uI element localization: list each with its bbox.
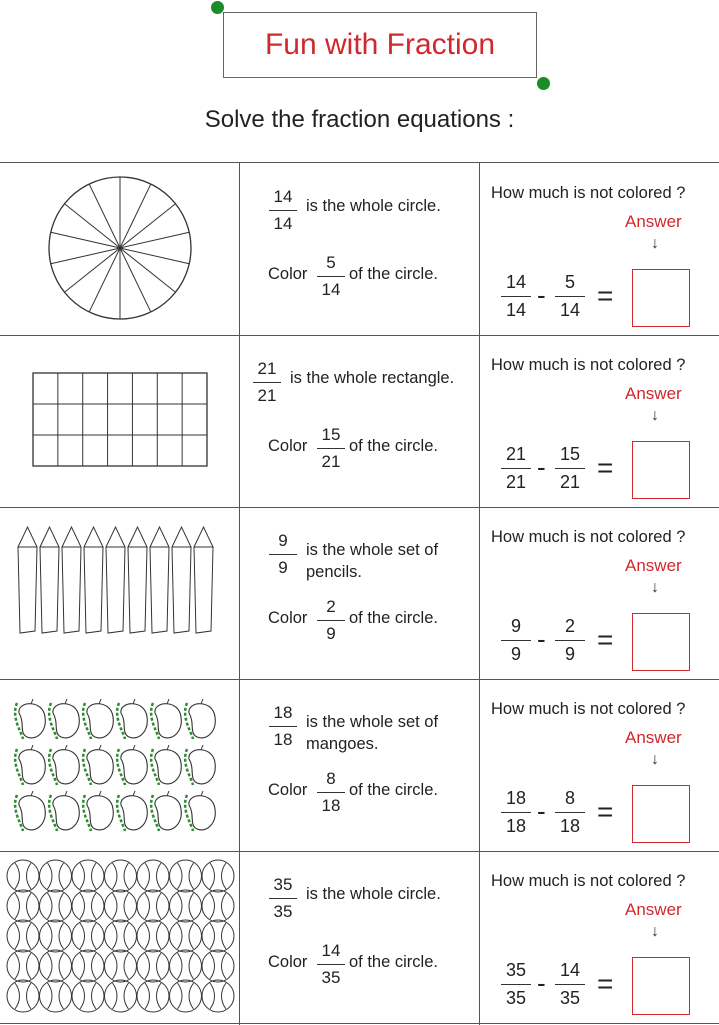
mango — [49, 699, 79, 739]
ball — [72, 860, 104, 892]
answer-box[interactable] — [632, 269, 690, 327]
ball — [170, 920, 202, 952]
rectangle-grid-21-cells-picture — [1, 335, 239, 505]
minus-sign: - — [537, 796, 546, 826]
whole-fraction — [267, 703, 299, 750]
mango — [185, 745, 215, 785]
equation-first-fraction-numerator: 18 — [505, 788, 527, 808]
ball — [7, 860, 39, 892]
mango — [151, 791, 181, 831]
whole-fraction-denominator: 9 — [278, 558, 288, 577]
color-label: Color — [268, 265, 308, 283]
question: How much is not colored ? — [491, 700, 686, 718]
color-description: of the circle. — [349, 953, 438, 971]
down-arrow-icon: ↓ — [651, 407, 659, 424]
equation-first-fraction-bar — [501, 468, 531, 469]
ball — [40, 860, 72, 892]
whole-fraction-numerator: 21 — [257, 359, 277, 378]
color-fraction — [315, 941, 347, 988]
whole-fraction-bar — [269, 898, 297, 899]
pencil — [194, 527, 213, 633]
ball — [72, 980, 104, 1012]
mango — [151, 745, 181, 785]
pencil — [40, 527, 59, 633]
pencil — [18, 527, 37, 633]
mango — [49, 745, 79, 785]
whole-description-line2: pencils. — [306, 563, 362, 581]
equation-second-fraction-denominator: 18 — [559, 816, 581, 836]
instructions: Solve the fraction equations : — [204, 106, 515, 133]
mango — [117, 791, 147, 831]
equation-first-fraction — [499, 788, 533, 837]
equation-second-fraction — [553, 444, 587, 493]
ball — [105, 860, 137, 892]
equation-first-fraction-numerator: 21 — [505, 444, 527, 464]
table-row — [0, 851, 719, 1024]
answer-box[interactable] — [632, 441, 690, 499]
mango — [83, 699, 113, 739]
mango — [185, 699, 215, 739]
answer-label: Answer — [625, 384, 682, 403]
title-box — [223, 12, 537, 78]
question: How much is not colored ? — [491, 184, 686, 202]
equation-first-fraction-bar — [501, 640, 531, 641]
ball — [202, 920, 234, 952]
ball — [7, 920, 39, 952]
equation-first-fraction-denominator: 35 — [505, 988, 527, 1008]
color-fraction — [315, 253, 347, 300]
whole-description: is the whole circle. — [306, 197, 441, 215]
equation-second-fraction — [553, 616, 587, 665]
mango — [83, 791, 113, 831]
color-label: Color — [268, 781, 308, 799]
whole-fraction — [267, 187, 299, 234]
ball — [202, 890, 234, 922]
equation-first-fraction-numerator: 9 — [510, 616, 521, 636]
color-description: of the circle. — [349, 265, 438, 283]
color-fraction — [315, 597, 347, 644]
title-dot-top-left — [211, 1, 224, 14]
nine-pencils-picture — [1, 507, 239, 677]
pie-circle-14-slices-picture — [1, 163, 239, 333]
answer-label: Answer — [625, 900, 682, 919]
down-arrow-icon: ↓ — [651, 923, 659, 940]
color-fraction-numerator: 14 — [321, 941, 341, 960]
equation-second-fraction-bar — [555, 296, 585, 297]
grid-outline — [33, 373, 207, 466]
eighteen-mangoes-picture — [1, 679, 239, 849]
pencil — [150, 527, 169, 633]
equation-first-fraction — [499, 616, 533, 665]
ball — [40, 950, 72, 982]
equation-first-fraction — [499, 444, 533, 493]
whole-fraction — [267, 531, 299, 578]
mango — [15, 699, 45, 739]
mango — [151, 699, 181, 739]
ball — [202, 860, 234, 892]
color-fraction-denominator: 14 — [321, 280, 341, 299]
color-fraction-numerator: 2 — [326, 597, 336, 616]
mango — [49, 791, 79, 831]
color-label: Color — [268, 953, 308, 971]
ball — [72, 950, 104, 982]
color-fraction-numerator: 15 — [321, 425, 341, 444]
equation-second-fraction-numerator: 5 — [564, 272, 575, 292]
ball — [7, 980, 39, 1012]
mango — [15, 745, 45, 785]
whole-fraction-bar — [269, 554, 297, 555]
whole-fraction-bar — [253, 382, 281, 383]
page-title: Fun with Fraction — [264, 28, 496, 61]
question: How much is not colored ? — [491, 872, 686, 890]
whole-fraction-numerator: 9 — [278, 531, 288, 550]
mango — [117, 745, 147, 785]
whole-fraction-numerator: 14 — [273, 187, 293, 206]
equation-second-fraction-bar — [555, 640, 585, 641]
color-description: of the circle. — [349, 437, 438, 455]
ball — [202, 950, 234, 982]
equation-second-fraction-numerator: 15 — [559, 444, 581, 464]
equation-second-fraction-denominator: 35 — [559, 988, 581, 1008]
answer-label: Answer — [625, 212, 682, 231]
equation-first-fraction-bar — [501, 296, 531, 297]
ball — [137, 890, 169, 922]
equals-sign: = — [597, 452, 614, 483]
pencil — [128, 527, 147, 633]
whole-fraction — [251, 359, 283, 406]
equation-first-fraction-numerator: 14 — [505, 272, 527, 292]
ball — [170, 890, 202, 922]
ball — [40, 980, 72, 1012]
mango — [185, 791, 215, 831]
ball — [7, 950, 39, 982]
down-arrow-icon: ↓ — [651, 235, 659, 252]
mango — [83, 745, 113, 785]
equation-second-fraction-numerator: 14 — [559, 960, 581, 980]
minus-sign: - — [537, 968, 546, 998]
equation-first-fraction-bar — [501, 812, 531, 813]
table-row — [0, 507, 719, 680]
answer-label: Answer — [625, 728, 682, 747]
ball — [105, 920, 137, 952]
equation-second-fraction-bar — [555, 812, 585, 813]
color-description: of the circle. — [349, 609, 438, 627]
equals-sign: = — [597, 796, 614, 827]
pencil — [84, 527, 103, 633]
ball — [40, 890, 72, 922]
ball — [72, 890, 104, 922]
whole-fraction-numerator: 35 — [273, 875, 293, 894]
whole-description: is the whole rectangle. — [290, 369, 455, 387]
equation-second-fraction — [553, 788, 587, 837]
down-arrow-icon: ↓ — [651, 579, 659, 596]
whole-fraction-bar — [269, 210, 297, 211]
mango — [117, 699, 147, 739]
whole-fraction-denominator: 21 — [257, 386, 277, 405]
color-label: Color — [268, 609, 308, 627]
color-fraction-numerator: 5 — [326, 253, 336, 272]
ball — [202, 980, 234, 1012]
color-fraction-bar — [317, 276, 345, 277]
whole-fraction-denominator: 14 — [273, 214, 293, 233]
color-fraction — [315, 769, 347, 816]
color-description: of the circle. — [349, 781, 438, 799]
table-row — [0, 163, 719, 336]
equation-second-fraction-denominator: 14 — [559, 300, 581, 320]
ball — [137, 920, 169, 952]
down-arrow-icon: ↓ — [651, 751, 659, 768]
question: How much is not colored ? — [491, 356, 686, 374]
table-row — [0, 679, 719, 852]
equation-first-fraction-denominator: 9 — [510, 644, 521, 664]
color-fraction — [315, 425, 347, 472]
equals-sign: = — [597, 280, 614, 311]
equation-first-fraction-denominator: 14 — [505, 300, 527, 320]
equation-second-fraction-denominator: 21 — [559, 472, 581, 492]
ball — [137, 860, 169, 892]
color-fraction-bar — [317, 448, 345, 449]
equation-second-fraction-bar — [555, 984, 585, 985]
color-fraction-bar — [317, 792, 345, 793]
answer-box[interactable] — [632, 613, 690, 671]
pencil — [172, 527, 191, 633]
answer-box[interactable] — [632, 785, 690, 843]
equation-second-fraction-numerator: 2 — [564, 616, 575, 636]
minus-sign: - — [537, 452, 546, 482]
ball — [137, 950, 169, 982]
whole-fraction — [267, 875, 299, 922]
whole-fraction-denominator: 35 — [273, 902, 293, 921]
equation-first-fraction — [499, 272, 533, 321]
equation-first-fraction-denominator: 21 — [505, 472, 527, 492]
minus-sign: - — [537, 624, 546, 654]
color-label: Color — [268, 437, 308, 455]
equation-first-fraction-bar — [501, 984, 531, 985]
equation-first-fraction-numerator: 35 — [505, 960, 527, 980]
color-fraction-bar — [317, 964, 345, 965]
color-fraction-numerator: 8 — [326, 769, 336, 788]
mango — [15, 791, 45, 831]
whole-description: is the whole set of — [306, 713, 439, 731]
answer-box[interactable] — [632, 957, 690, 1015]
equation-second-fraction — [553, 960, 587, 1009]
question: How much is not colored ? — [491, 528, 686, 546]
table-row — [0, 335, 719, 508]
minus-sign: - — [537, 280, 546, 310]
whole-fraction-bar — [269, 726, 297, 727]
thirty-five-balls-picture — [1, 851, 239, 1021]
equation-first-fraction — [499, 960, 533, 1009]
ball — [72, 920, 104, 952]
equation-second-fraction-numerator: 8 — [564, 788, 575, 808]
whole-fraction-denominator: 18 — [273, 730, 293, 749]
color-fraction-denominator: 35 — [321, 968, 341, 987]
title-dot-bottom-right — [537, 77, 550, 90]
equals-sign: = — [597, 968, 614, 999]
whole-description-line2: mangoes. — [306, 735, 379, 753]
whole-fraction-numerator: 18 — [273, 703, 293, 722]
color-fraction-denominator: 18 — [321, 796, 341, 815]
ball — [137, 980, 169, 1012]
equation-second-fraction-bar — [555, 468, 585, 469]
ball — [170, 950, 202, 982]
worksheet-table — [0, 162, 719, 1025]
color-fraction-denominator: 21 — [321, 452, 341, 471]
ball — [7, 890, 39, 922]
whole-description: is the whole set of — [306, 541, 439, 559]
answer-label: Answer — [625, 556, 682, 575]
color-fraction-denominator: 9 — [326, 624, 336, 643]
whole-description: is the whole circle. — [306, 885, 441, 903]
ball — [105, 980, 137, 1012]
ball — [170, 980, 202, 1012]
equals-sign: = — [597, 624, 614, 655]
color-fraction-bar — [317, 620, 345, 621]
ball — [105, 890, 137, 922]
pencil — [106, 527, 125, 633]
ball — [40, 920, 72, 952]
equation-second-fraction-denominator: 9 — [564, 644, 575, 664]
ball — [170, 860, 202, 892]
equation-first-fraction-denominator: 18 — [505, 816, 527, 836]
ball — [105, 950, 137, 982]
pencil — [62, 527, 81, 633]
equation-second-fraction — [553, 272, 587, 321]
